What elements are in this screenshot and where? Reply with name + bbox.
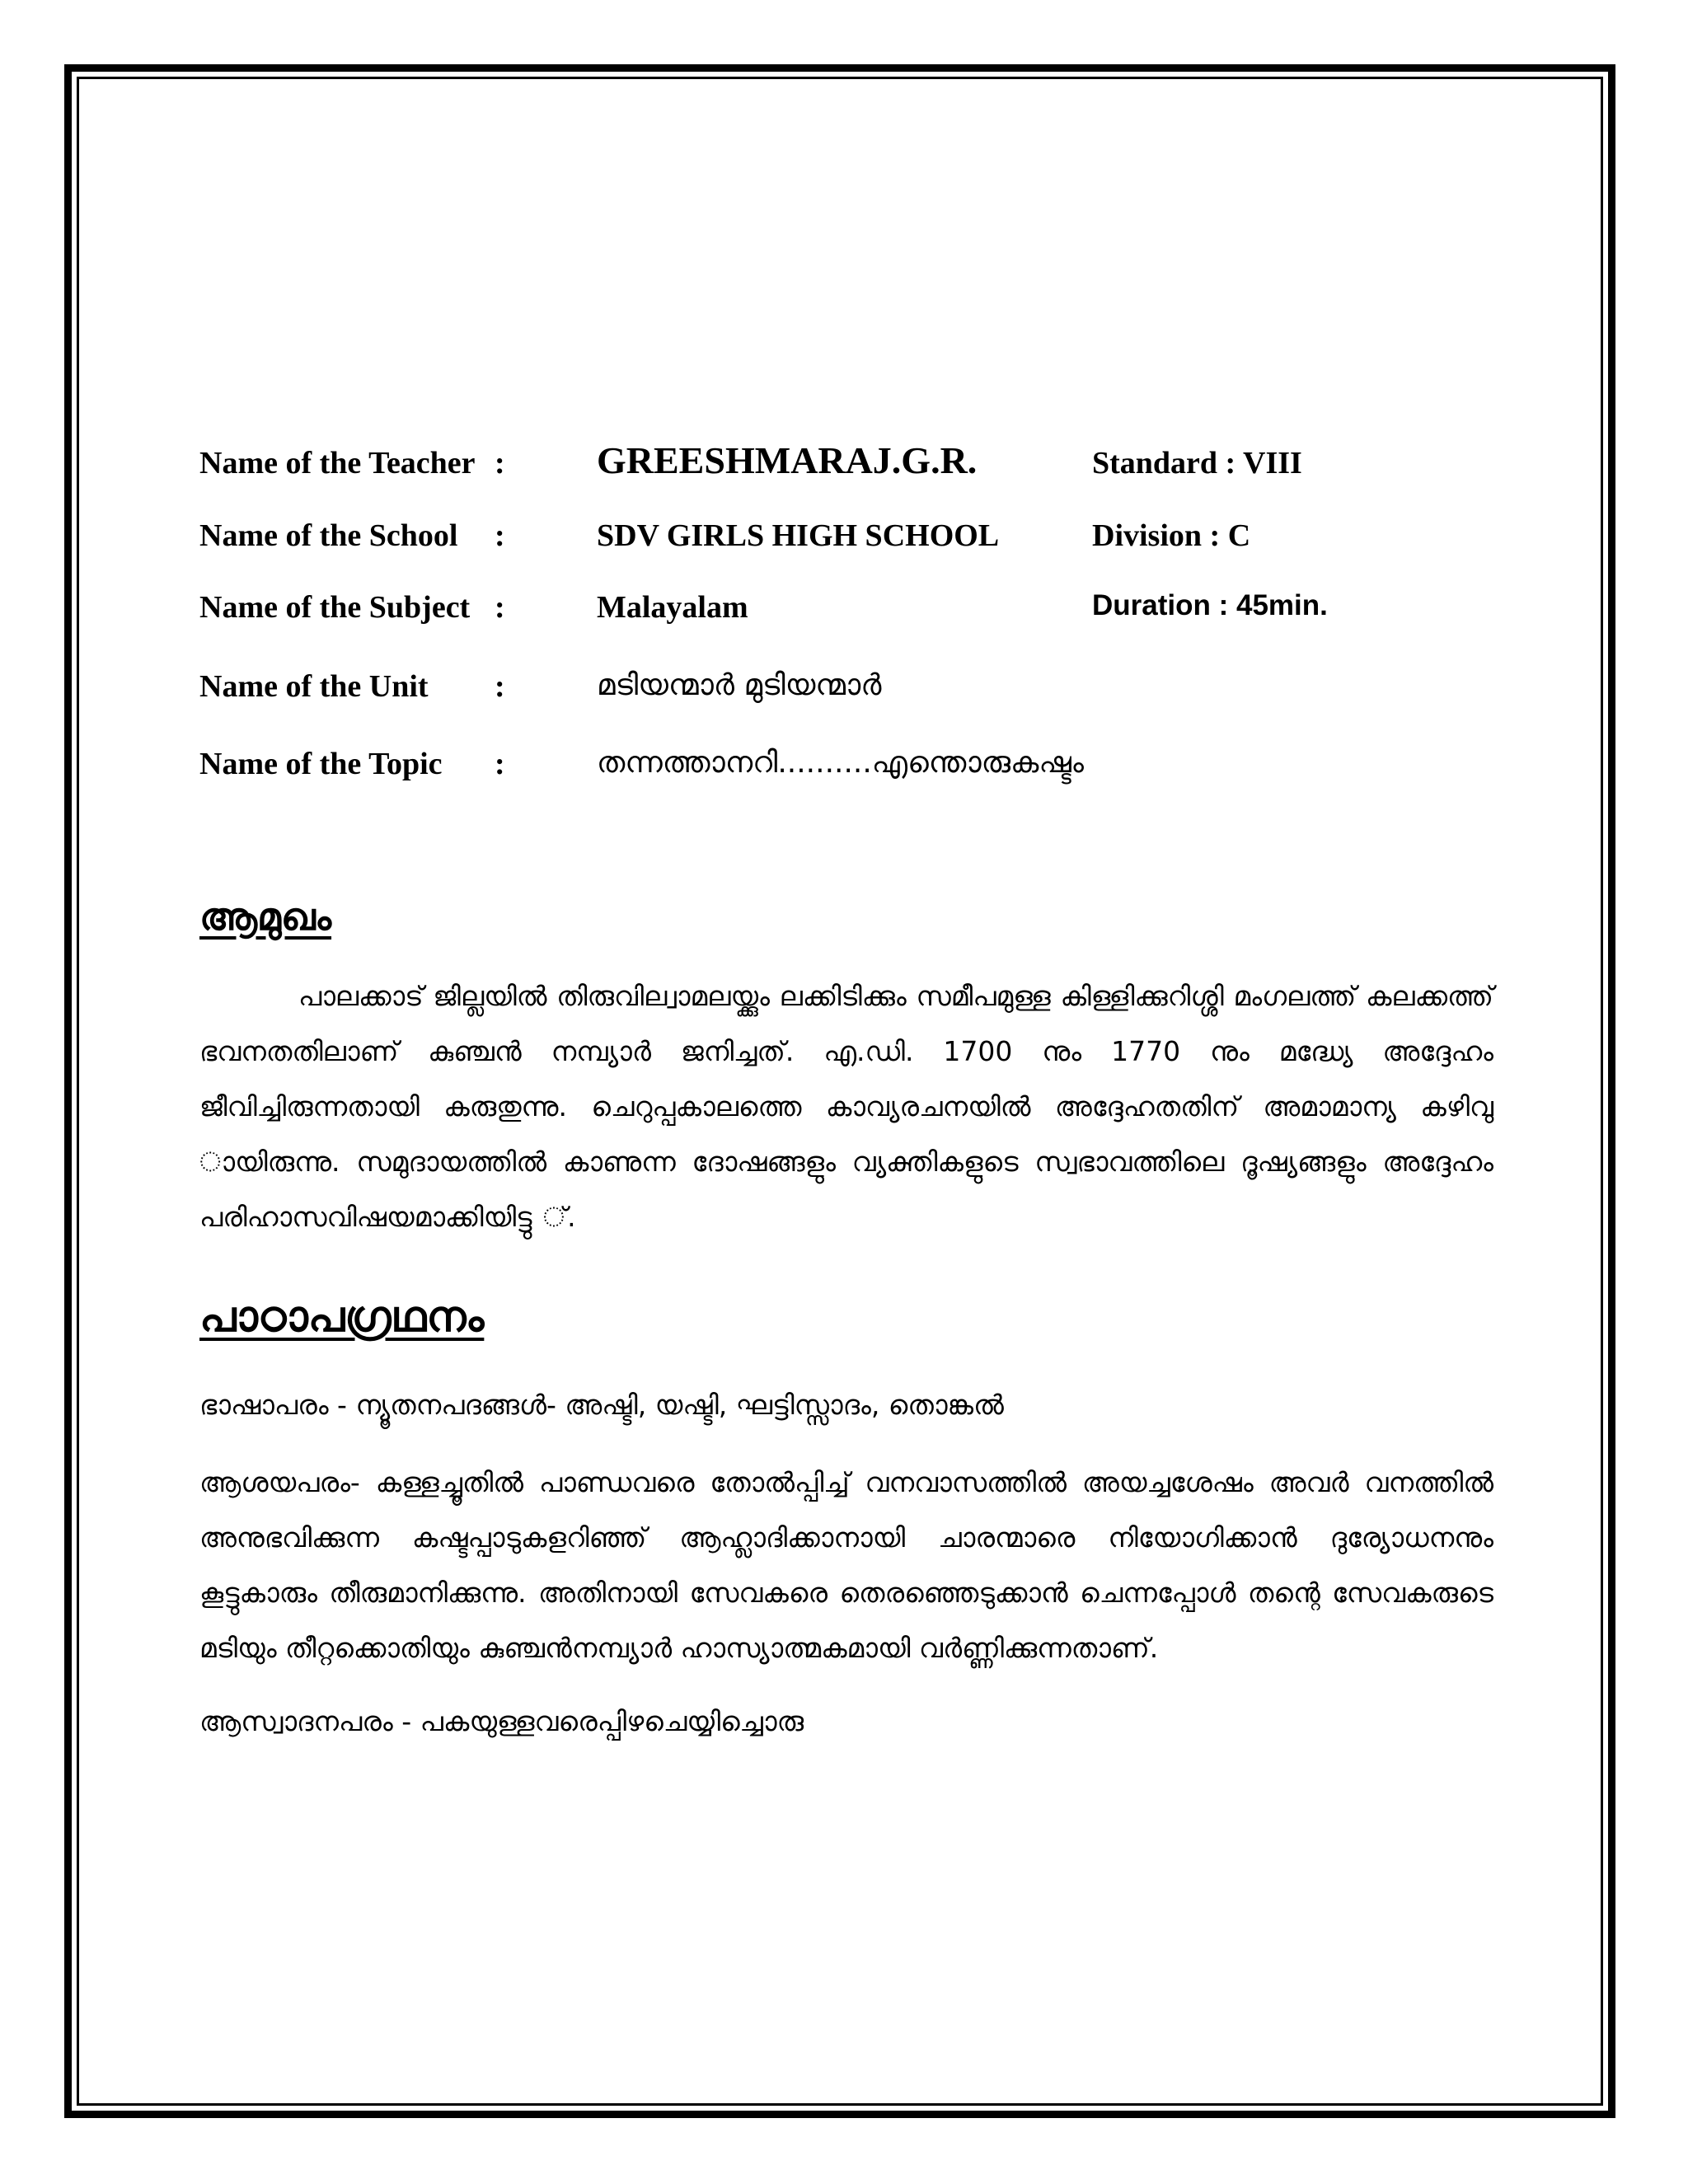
topic-label: Name of the Topic bbox=[199, 747, 443, 781]
unit-value: മടിയന്മാർ മുടിയന്മാർ bbox=[597, 668, 882, 702]
unit-colon: : bbox=[495, 669, 505, 704]
topic-value: തന്നത്താനറി..........എന്തൊരുകഷ്ടം bbox=[597, 746, 1084, 780]
teacher-value: GREESHMARAJ.G.R. bbox=[597, 439, 978, 481]
teacher-colon: : bbox=[495, 446, 505, 480]
teacher-row bbox=[199, 439, 1493, 494]
meaning-paragraph: ആശയപരം- കള്ളച്ചൂതിൽ പാണ്ഡവരെ തോൽപ്പിച്ച് വനവാസത്തിൽ അയച്ചശേഷം അവർ വനത്തിൽ അനുഭവിക്കുന്ന കഷ്ടപ്പാടുകളറിഞ്ഞ് ആഹ്ലാദിക്കാനായി ചാരന്മാരെ നിയോഗിക്കാൻ ദുര്യോധനനും കൂട്ടുകാരും തീരുമാനിക്കുന്നു. അതിനായി സേവകരെ തെരഞ്ഞെടുക്കാൻ ചെന്നപ്പോൾ തന്റെ സേവകരുടെ മടിയും തീറ്റക്കൊതിയും കുഞ്ചൻനമ്പ്യാർ ഹാസ്യാത്മകമായി വർണ്ണിക്കുന്നതാണ്. bbox=[199, 1466, 1493, 1664]
intro-heading: ആമുഖം bbox=[199, 894, 332, 939]
topic-row bbox=[199, 746, 1493, 795]
duration-info: Duration : 45min. bbox=[1092, 589, 1328, 621]
language-line: ഭാഷാപരം - ന്യൂതനപദങ്ങൾ- അഷ്ടി, യഷ്ടി, ഘട്ടിസ്സാദം, തൊങ്കൽ bbox=[199, 1389, 1004, 1421]
school-label: Name of the School bbox=[199, 518, 458, 553]
analysis-heading: പാഠാപഗ്രഥനം bbox=[199, 1292, 485, 1342]
standard-info: Standard : VIII bbox=[1092, 446, 1302, 480]
subject-row bbox=[199, 589, 1493, 639]
school-colon: : bbox=[495, 518, 505, 553]
division-info: Division : C bbox=[1092, 518, 1251, 553]
subject-label: Name of the Subject bbox=[199, 590, 471, 625]
subject-colon: : bbox=[495, 590, 505, 625]
school-value: SDV GIRLS HIGH SCHOOL bbox=[597, 518, 1000, 553]
appreciation-line: ആസ്വാദനപരം - പകയുള്ളവരെപ്പിഴചെയ്യിച്ചൊരു bbox=[199, 1705, 804, 1737]
unit-label: Name of the Unit bbox=[199, 669, 429, 704]
teacher-label: Name of the Teacher bbox=[199, 446, 476, 480]
lesson-plan-content bbox=[199, 439, 1493, 1738]
unit-row bbox=[199, 668, 1493, 718]
subject-value: Malayalam bbox=[597, 590, 748, 625]
topic-colon: : bbox=[495, 747, 505, 781]
intro-paragraph: പാലക്കാട് ജില്ലയിൽ തിരുവില്വാമലയ്ക്കും ലക്കിടിക്കും സമീപമുള്ള കിള്ളിക്കുറിശ്ശി മംഗലത്ത് കലക്കത്ത് ഭവനതതിലാണ് കുഞ്ചൻ നമ്പ്യാർ ജനിച്ചത്. എ.ഡി. 1700 നും 1770 നും മദ്ധ്യേ അദ്ദേഹം ജീവിച്ചിരുന്നതായി കരുതുന്നു. ചെറുപ്പകാലത്തെ കാവ്യരചനയിൽ അദ്ദേഹതതിന് അമാമാന്യ കഴിവു ായിരുന്നു. സമുദായത്തിൽ കാണുന്ന ദോഷങ്ങളും വ്യക്തികളുടെ സ്വഭാവത്തിലെ ദൂഷ്യങ്ങളും അദ്ദേഹം പരിഹാസവിഷയമാക്കിയിട്ടു ്. bbox=[199, 980, 1493, 1233]
school-row bbox=[199, 518, 1493, 567]
